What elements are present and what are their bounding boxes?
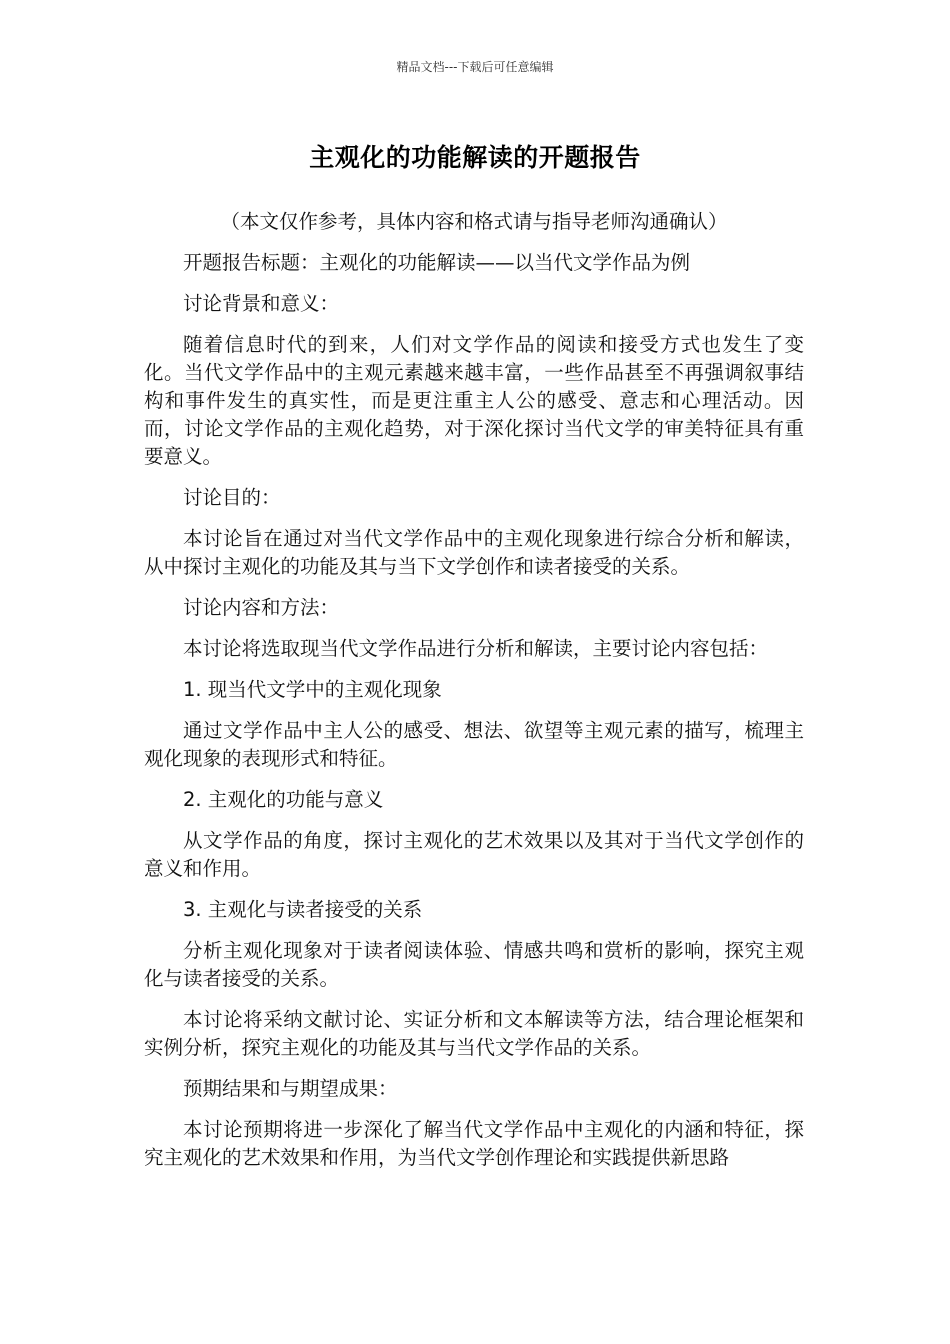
expected-results-paragraph: 本讨论预期将进一步深化了解当代文学作品中主观化的内涵和特征，探究主观化的艺术效果和作用，为当代文学创作理论和实践提供新思路 <box>144 1118 804 1169</box>
disclaimer-note: （本文仅作参考，具体内容和格式请与指导老师沟通确认） <box>220 210 728 233</box>
content-item-1-heading: 1. 现当代文学中的主观化现象 <box>183 678 442 701</box>
section-heading-expected-results: 预期结果和与期望成果： <box>183 1077 398 1100</box>
content-item-2-paragraph: 从文学作品的角度，探讨主观化的艺术效果以及其对于当代文学创作的意义和作用。 <box>144 829 804 880</box>
content-item-3-paragraph: 分析主观化现象对于读者阅读体验、情感共鸣和赏析的影响，探究主观化与读者接受的关系。 <box>144 939 804 990</box>
section-heading-background: 讨论背景和意义： <box>183 292 340 315</box>
background-paragraph: 随着信息时代的到来，人们对文学作品的阅读和接受方式也发生了变化。当代文学作品中的主观元素越来越丰富，一些作品甚至不再强调叙事结构和事件发生的真实性，而是更注重主人公的感受、意志和心理活动。因而，讨论文学作品的主观化趋势，对于深化探讨当代文学的审美特征具有重要意义。 <box>144 333 804 468</box>
content-item-3-heading: 3. 主观化与读者接受的关系 <box>183 898 423 921</box>
content-item-2-heading: 2. 主观化的功能与意义 <box>183 788 384 811</box>
content-item-1-paragraph: 通过文学作品中主人公的感受、想法、欲望等主观元素的描写，梳理主观化现象的表现形式和特征。 <box>144 719 804 770</box>
method-paragraph: 本讨论将采纳文献讨论、实证分析和文本解读等方法，结合理论框架和实例分析，探究主观化的功能及其与当代文学作品的关系。 <box>144 1008 804 1059</box>
section-heading-content-method: 讨论内容和方法： <box>183 596 340 619</box>
report-title-line: 开题报告标题：主观化的功能解读——以当代文学作品为例 <box>183 251 691 274</box>
header-note: 精品文档---下载后可任意编辑 <box>396 60 554 74</box>
content-intro-paragraph: 本讨论将选取现当代文学作品进行分析和解读，主要讨论内容包括： <box>183 637 769 660</box>
section-heading-purpose: 讨论目的： <box>183 486 281 509</box>
purpose-paragraph: 本讨论旨在通过对当代文学作品中的主观化现象进行综合分析和解读，从中探讨主观化的功能及其与当下文学创作和读者接受的关系。 <box>144 527 804 578</box>
document-title: 主观化的功能解读的开题报告 <box>309 143 641 172</box>
document-body <box>144 208 804 1185</box>
